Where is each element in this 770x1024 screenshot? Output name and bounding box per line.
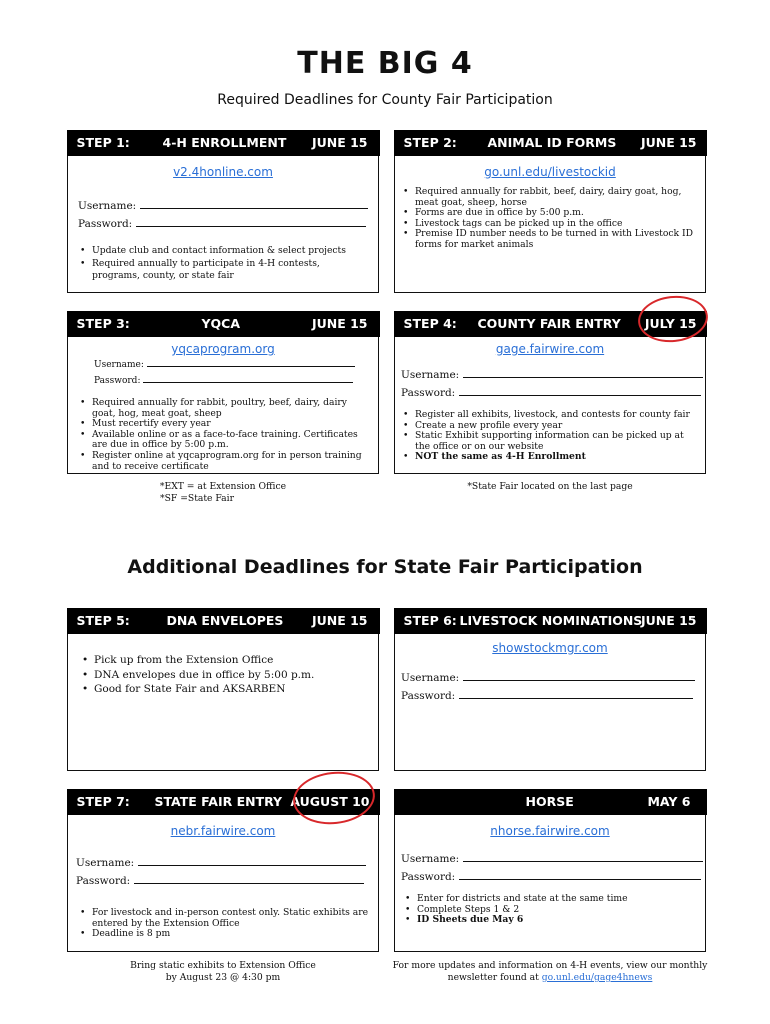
step4-link[interactable]: gage.fairwire.com — [495, 342, 605, 356]
section-title-state-fair: Additional Deadlines for State Fair Participation — [127, 556, 643, 578]
step1-header — [67, 130, 380, 156]
step1-card — [67, 130, 379, 293]
step2-card — [394, 130, 706, 293]
horse-link[interactable]: nhorse.fairwire.com — [490, 824, 610, 838]
step6-link[interactable]: showstockmgr.com — [492, 641, 608, 655]
step2-number: STEP 2: — [403, 134, 457, 150]
step2-title: ANIMAL ID FORMS — [487, 134, 617, 150]
list-item: • NOT the same as 4-H Enrollment — [403, 452, 699, 463]
step3-number: STEP 3: — [76, 315, 130, 331]
horse-bullets — [405, 894, 699, 926]
page-title: THE BIG 4 — [297, 46, 473, 81]
horse-username[interactable]: Username: — [401, 852, 703, 865]
step5-date: JUNE 15 — [311, 612, 368, 628]
horse-header — [394, 789, 707, 815]
step2-bullets — [403, 187, 699, 251]
step7-date: AUGUST 10 — [290, 793, 370, 809]
list-item: • Register online at yqcaprogram.org for in person training and to receive certificate — [80, 451, 370, 472]
step1-number: STEP 1: — [76, 134, 130, 150]
step2-date: JUNE 15 — [640, 134, 697, 150]
horse-note: For more updates and information on 4-H events, view our monthly newsletter found at go.unl.edu/gage4hnews — [392, 960, 708, 983]
step1-link[interactable]: v2.4honline.com — [173, 165, 273, 179]
list-item: • Create a new profile every year — [403, 421, 699, 432]
step4-username[interactable]: Username: — [401, 368, 703, 381]
step1-bullets — [80, 245, 370, 283]
note-sf: *SF =State Fair — [160, 493, 234, 504]
step7-password[interactable]: Password: — [76, 874, 364, 887]
list-item: • Pick up from the Extension Office — [82, 653, 372, 668]
step4-number: STEP 4: — [403, 315, 457, 331]
horse-title: HORSE — [525, 793, 574, 809]
list-item: • Complete Steps 1 & 2 — [405, 905, 699, 916]
horse-card — [394, 789, 706, 952]
horse-date: MAY 6 — [647, 793, 691, 809]
step7-number: STEP 7: — [76, 793, 130, 809]
step5-title: DNA ENVELOPES — [166, 612, 284, 628]
step2-header — [394, 130, 707, 156]
step3-header — [67, 311, 380, 337]
step1-date: JUNE 15 — [311, 134, 368, 150]
list-item: • Must recertify every year — [80, 419, 370, 430]
step5-number: STEP 5: — [76, 612, 130, 628]
list-item: • Good for State Fair and AKSARBEN — [82, 682, 372, 697]
list-item: • Livestock tags can be picked up in the office — [403, 219, 699, 230]
step3-title: YQCA — [201, 315, 241, 331]
step3-card — [67, 311, 379, 474]
step1-username[interactable]: Username: — [78, 199, 368, 212]
list-item: • Enter for districts and state at the same time — [405, 894, 699, 905]
step4-password[interactable]: Password: — [401, 386, 701, 399]
step7-username[interactable]: Username: — [76, 856, 366, 869]
list-item: • Required annually to participate in 4-H contests, programs, county, or state fair — [80, 258, 370, 283]
step6-date: JUNE 15 — [640, 612, 697, 628]
step4-bullets — [403, 410, 699, 463]
list-item: • Forms are due in office by 5:00 p.m. — [403, 208, 699, 219]
list-item: • Premise ID number needs to be turned in with Livestock ID forms for market animals — [403, 229, 699, 250]
step4-note: *State Fair located on the last page — [467, 481, 633, 492]
step6-password[interactable]: Password: — [401, 689, 693, 702]
list-item: • ID Sheets due May 6 — [405, 915, 699, 926]
step4-date: JULY 15 — [644, 315, 697, 331]
step5-bullets — [82, 653, 372, 697]
step2-link[interactable]: go.unl.edu/livestockid — [484, 165, 616, 179]
note-ext: *EXT = at Extension Office — [159, 481, 287, 492]
step7-title: STATE FAIR ENTRY — [154, 793, 283, 809]
step1-title: 4-H ENROLLMENT — [162, 134, 287, 150]
step5-header — [67, 608, 380, 634]
list-item: • DNA envelopes due in office by 5:00 p.m. — [82, 668, 372, 683]
list-item: • Deadline is 8 pm — [80, 929, 372, 940]
step3-date: JUNE 15 — [311, 315, 368, 331]
list-item: • Update club and contact information & select projects — [80, 245, 370, 258]
step3-password[interactable]: Password: — [94, 374, 353, 386]
list-item: • For livestock and in-person contest only. Static exhibits are entered by the Extension Office — [80, 908, 372, 929]
step7-bullets — [80, 908, 372, 940]
step1-password[interactable]: Password: — [78, 217, 366, 230]
step6-header — [394, 608, 707, 634]
step6-card — [394, 608, 706, 771]
step5-card — [67, 608, 379, 771]
step3-username[interactable]: Username: — [94, 358, 355, 370]
step6-title: LIVESTOCK NOMINATIONS — [459, 612, 643, 628]
list-item: • Static Exhibit supporting information can be picked up at the office or on our website — [403, 431, 699, 452]
step7-note: Bring static exhibits to Extension Office by August 23 @ 4:30 pm — [130, 960, 316, 983]
step6-username[interactable]: Username: — [401, 671, 695, 684]
step4-title: COUNTY FAIR ENTRY — [477, 315, 621, 331]
list-item: • Required annually for rabbit, beef, dairy, dairy goat, hog, meat goat, sheep, horse — [403, 187, 699, 208]
step3-notes — [67, 481, 379, 505]
step3-link[interactable]: yqcaprogram.org — [171, 342, 275, 356]
step7-link[interactable]: nebr.fairwire.com — [170, 824, 276, 838]
horse-password[interactable]: Password: — [401, 870, 701, 883]
step3-bullets — [80, 398, 370, 472]
list-item: • Register all exhibits, livestock, and contests for county fair — [403, 410, 699, 421]
newsletter-link[interactable]: go.unl.edu/gage4hnews — [541, 972, 653, 983]
list-item: • Available online or as a face-to-face training. Certificates are due in office by 5:00 p.m. — [80, 430, 370, 451]
step6-number: STEP 6: — [403, 612, 457, 628]
page-subtitle: Required Deadlines for County Fair Participation — [217, 92, 553, 108]
list-item: • Required annually for rabbit, poultry, beef, dairy, dairy goat, hog, meat goat, sheep — [80, 398, 370, 419]
